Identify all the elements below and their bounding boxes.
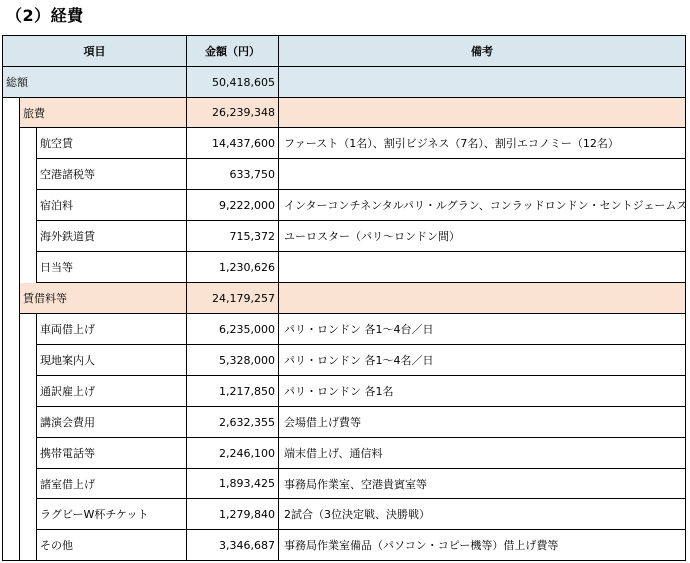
section-title: （2）経費 xyxy=(6,6,84,25)
table-row xyxy=(37,438,685,469)
table-row xyxy=(37,314,685,345)
total-note xyxy=(279,67,685,97)
item-label: 車両借上げ xyxy=(37,314,187,344)
table-row xyxy=(37,221,685,252)
table-row xyxy=(37,252,685,283)
category-label: 旅費 xyxy=(20,98,187,127)
table-row xyxy=(37,499,685,530)
indent-bar-level1 xyxy=(3,98,20,560)
item-label: 海外鉄道賃 xyxy=(37,221,187,251)
total-row xyxy=(3,67,685,98)
item-amount: 2,632,355 xyxy=(187,407,279,437)
item-label: 宿泊料 xyxy=(37,190,187,220)
table-row xyxy=(37,407,685,438)
table-row xyxy=(37,190,688,221)
item-note: 事務局作業室、空港貴賓室等 xyxy=(284,477,427,491)
item-label: 日当等 xyxy=(37,252,187,282)
item-label: ラグビーW杯チケット xyxy=(37,499,187,529)
item-amount: 14,437,600 xyxy=(187,128,279,158)
item-amount: 1,893,425 xyxy=(187,469,279,498)
header-item: 項目 xyxy=(3,36,187,66)
item-note xyxy=(279,159,685,189)
category-row-travel xyxy=(20,98,685,128)
category-amount: 26,239,348 xyxy=(187,98,279,127)
header-amount: 金額（円） xyxy=(187,36,279,66)
table-row xyxy=(37,345,685,376)
item-label: 講演会費用 xyxy=(37,407,187,437)
item-amount: 5,328,000 xyxy=(187,345,279,375)
table-row xyxy=(37,469,685,499)
item-label: 携帯電話等 xyxy=(37,438,187,468)
item-amount: 1,279,840 xyxy=(187,499,279,529)
item-note: インターコンチネンタルパリ・ルグラン、コンラッドロンドン・セントジェームス xyxy=(284,199,688,212)
item-label: 航空賃 xyxy=(37,128,187,158)
item-amount: 715,372 xyxy=(187,221,279,251)
item-note: パリ・ロンドン 各1～4台／日 xyxy=(284,323,434,336)
item-amount: 1,230,626 xyxy=(187,252,279,282)
item-note xyxy=(279,252,685,282)
table-header xyxy=(3,36,685,67)
total-label: 総額 xyxy=(3,67,187,97)
item-note: ファースト（1名）、割引ビジネス（7名）、割引エコノミー（12名） xyxy=(284,137,619,150)
item-note: パリ・ロンドン 各1名 xyxy=(284,385,394,398)
item-note: 会場借上げ費等 xyxy=(284,416,361,429)
item-note: パリ・ロンドン 各1～4名／日 xyxy=(284,354,434,367)
item-note: 2試合（3位決定戦、決勝戦） xyxy=(284,508,430,521)
item-label: 通訳雇上げ xyxy=(37,376,187,406)
item-amount: 9,222,000 xyxy=(187,190,279,220)
indent-bar-rental xyxy=(20,314,37,560)
total-amount: 50,418,605 xyxy=(187,67,279,97)
item-label: その他 xyxy=(37,530,187,560)
table-row xyxy=(37,159,685,190)
expense-table xyxy=(2,35,686,561)
table-row xyxy=(37,376,685,407)
category-amount: 24,179,257 xyxy=(187,283,279,313)
indent-bar-travel xyxy=(20,128,37,283)
item-amount: 1,217,850 xyxy=(187,376,279,406)
item-amount: 2,246,100 xyxy=(187,438,279,468)
item-note: ユーロスター（パリ～ロンドン間） xyxy=(284,230,460,243)
category-row-rental xyxy=(20,283,685,314)
item-note: 事務局作業室備品（パソコン・コピー機等）借上げ費等 xyxy=(284,539,559,552)
item-note: 端末借上げ、通信料 xyxy=(284,447,383,460)
item-amount: 6,235,000 xyxy=(187,314,279,344)
category-note xyxy=(279,98,685,127)
item-label: 現地案内人 xyxy=(37,345,187,375)
item-label: 空港諸税等 xyxy=(37,159,187,189)
item-amount: 633,750 xyxy=(187,159,279,189)
table-row xyxy=(37,128,685,159)
item-label: 諸室借上げ xyxy=(37,469,187,498)
table-row xyxy=(37,530,685,560)
category-label: 賃借料等 xyxy=(20,283,187,313)
item-amount: 3,346,687 xyxy=(187,530,279,560)
header-notes: 備考 xyxy=(471,45,493,58)
category-note xyxy=(279,283,685,313)
